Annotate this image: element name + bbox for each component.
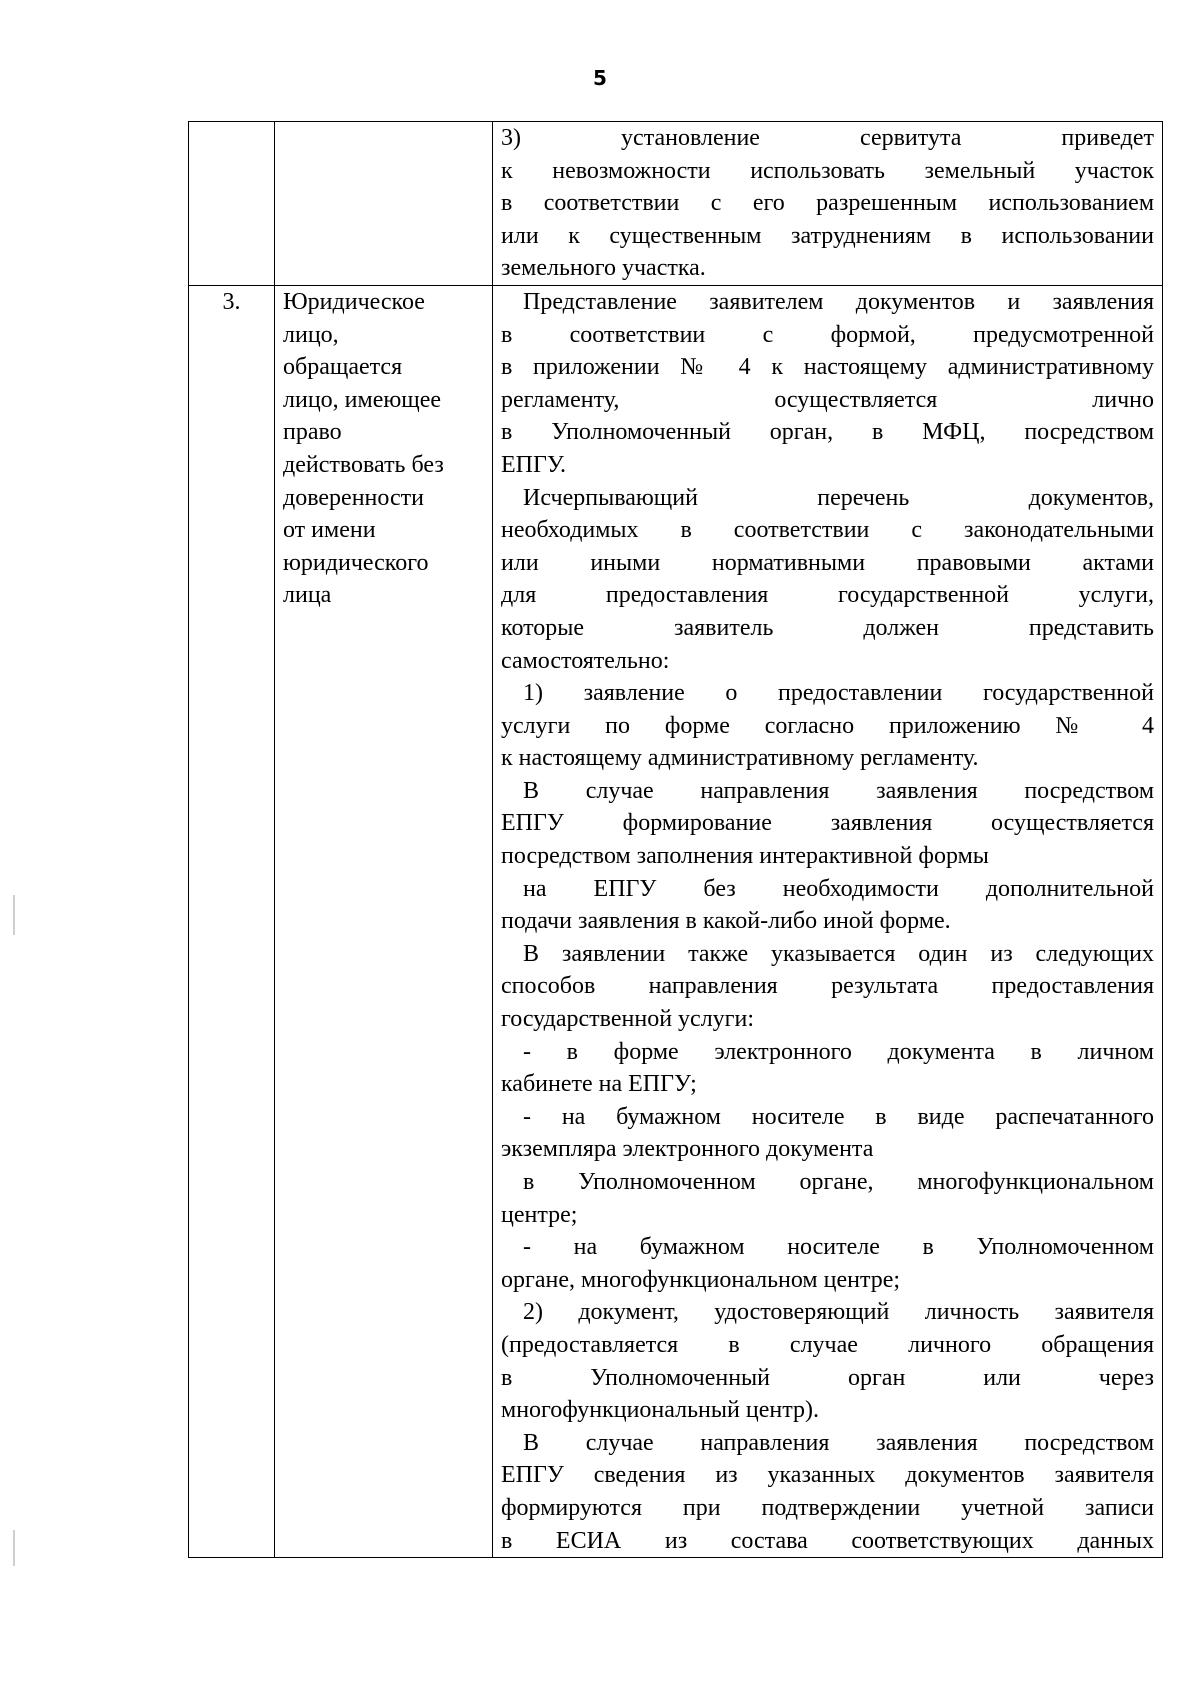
text-line: многофункциональный центр).: [501, 1397, 819, 1424]
text-line: лица: [283, 582, 332, 609]
text-line: Юридическое: [283, 288, 425, 315]
text-line: для предоставления государственной услуги,: [501, 582, 1154, 609]
text-line: В случае направления заявления посредством: [523, 777, 1154, 804]
text-line: к настоящему административному регламенту.: [501, 745, 979, 772]
paragraph: [501, 286, 1154, 482]
text-line: 3) установление сервитута приведет: [501, 125, 1154, 151]
text-line: государственной услуги:: [501, 1006, 755, 1033]
applicant-cell: [275, 285, 493, 1557]
text-line: - в форме электронного документа в личном: [523, 1038, 1154, 1065]
paragraph: [501, 1296, 1154, 1426]
text-line: посредством заполнения интерактивной формы: [501, 843, 989, 870]
text-line: доверенности: [283, 484, 424, 511]
scan-margin-mark: [13, 1530, 15, 1566]
text-line: Исчерпывающий перечень документов,: [523, 484, 1154, 511]
text-line: формируются при подтверждении учетной записи: [501, 1494, 1154, 1521]
paragraph: [501, 482, 1154, 678]
text-line: ЕПГУ формирование заявления осуществляется: [501, 810, 1154, 837]
paragraph: [501, 1427, 1154, 1557]
paragraph: [501, 1231, 1154, 1296]
text-line: В случае направления заявления посредством: [523, 1429, 1154, 1456]
description-cell: [493, 122, 1163, 286]
text-line: В заявлении также указывается один из следующих: [523, 940, 1154, 967]
description-text: [501, 122, 1154, 285]
text-line: в ЕСИА из состава соответствующих данных: [501, 1527, 1154, 1554]
text-line: подачи заявления в какой-либо иной форме.: [501, 908, 951, 935]
paragraph: [501, 1166, 1154, 1231]
text-line: в соответствии с формой, предусмотренной: [501, 321, 1154, 348]
applicant-description: [283, 286, 484, 612]
text-line: земельного участка.: [501, 255, 706, 282]
text-line: в Уполномоченный орган, в МФЦ, посредством: [501, 419, 1154, 446]
row-number-cell: 3.: [189, 285, 275, 1557]
text-line: или к существенным затруднениям в использовании: [501, 222, 1154, 249]
paragraph: [501, 677, 1154, 775]
paragraph: [501, 1036, 1154, 1101]
text-line: - на бумажном носителе в Уполномоченном: [523, 1234, 1154, 1261]
table-row: [189, 285, 1163, 1557]
text-line: 1) заявление о предоставлении государственной: [523, 680, 1154, 707]
text-line: (предоставляется в случае личного обращения: [501, 1331, 1154, 1358]
text-line: Представление заявителем документов и заявления: [523, 288, 1154, 315]
text-line: экземпляра электронного документа: [501, 1136, 874, 1163]
text-line: которые заявитель должен представить: [501, 614, 1154, 641]
page-number: 5: [593, 66, 607, 90]
text-line: лицо, имеющее: [283, 386, 442, 413]
table-row: [189, 122, 1163, 286]
applicant-cell: [275, 122, 493, 286]
paragraph: [501, 873, 1154, 938]
description-text: [501, 286, 1154, 1557]
text-line: право: [283, 419, 342, 446]
text-line: лицо,: [283, 321, 339, 348]
text-line: или иными нормативными правовыми актами: [501, 549, 1154, 576]
text-line: способов направления результата предоставления: [501, 973, 1154, 1000]
paragraph: [501, 775, 1154, 873]
text-line: - на бумажном носителе в виде распечатанного: [523, 1103, 1154, 1130]
text-line: регламенту, осуществляется лично: [501, 386, 1154, 413]
row-number-cell: [189, 122, 275, 286]
text-line: обращается: [283, 354, 403, 381]
text-line: услуги по форме согласно приложению № 4: [501, 712, 1154, 739]
text-line: к невозможности использовать земельный участок: [501, 157, 1154, 184]
text-line: необходимых в соответствии с законодательными: [501, 517, 1154, 544]
text-line: 2) документ, удостоверяющий личность заявителя: [523, 1299, 1154, 1326]
paragraph: [501, 938, 1154, 1036]
text-line: центре;: [501, 1201, 578, 1228]
text-line: в соответствии с его разрешенным использованием: [501, 190, 1154, 217]
text-line: в Уполномоченном органе, многофункциональном: [523, 1169, 1154, 1195]
text-line: действовать без: [283, 451, 444, 478]
text-line: ЕПГУ.: [501, 451, 566, 478]
text-line: кабинете на ЕПГУ;: [501, 1071, 697, 1098]
text-line: от имени: [283, 517, 376, 544]
paragraph: [501, 1101, 1154, 1166]
text-line: в приложении № 4 к настоящему административному: [501, 354, 1154, 381]
text-line: в Уполномоченный орган или через: [501, 1364, 1154, 1391]
scan-margin-mark: [13, 895, 15, 935]
description-cell: [493, 285, 1163, 1557]
text-line: юридического: [283, 549, 429, 576]
text-line: ЕПГУ сведения из указанных документов заявителя: [501, 1462, 1154, 1489]
text-line: на ЕПГУ без необходимости дополнительной: [523, 875, 1154, 902]
text-line: органе, многофункциональном центре;: [501, 1266, 901, 1293]
regulation-table: [188, 121, 1163, 1558]
text-line: самостоятельно:: [501, 647, 670, 674]
